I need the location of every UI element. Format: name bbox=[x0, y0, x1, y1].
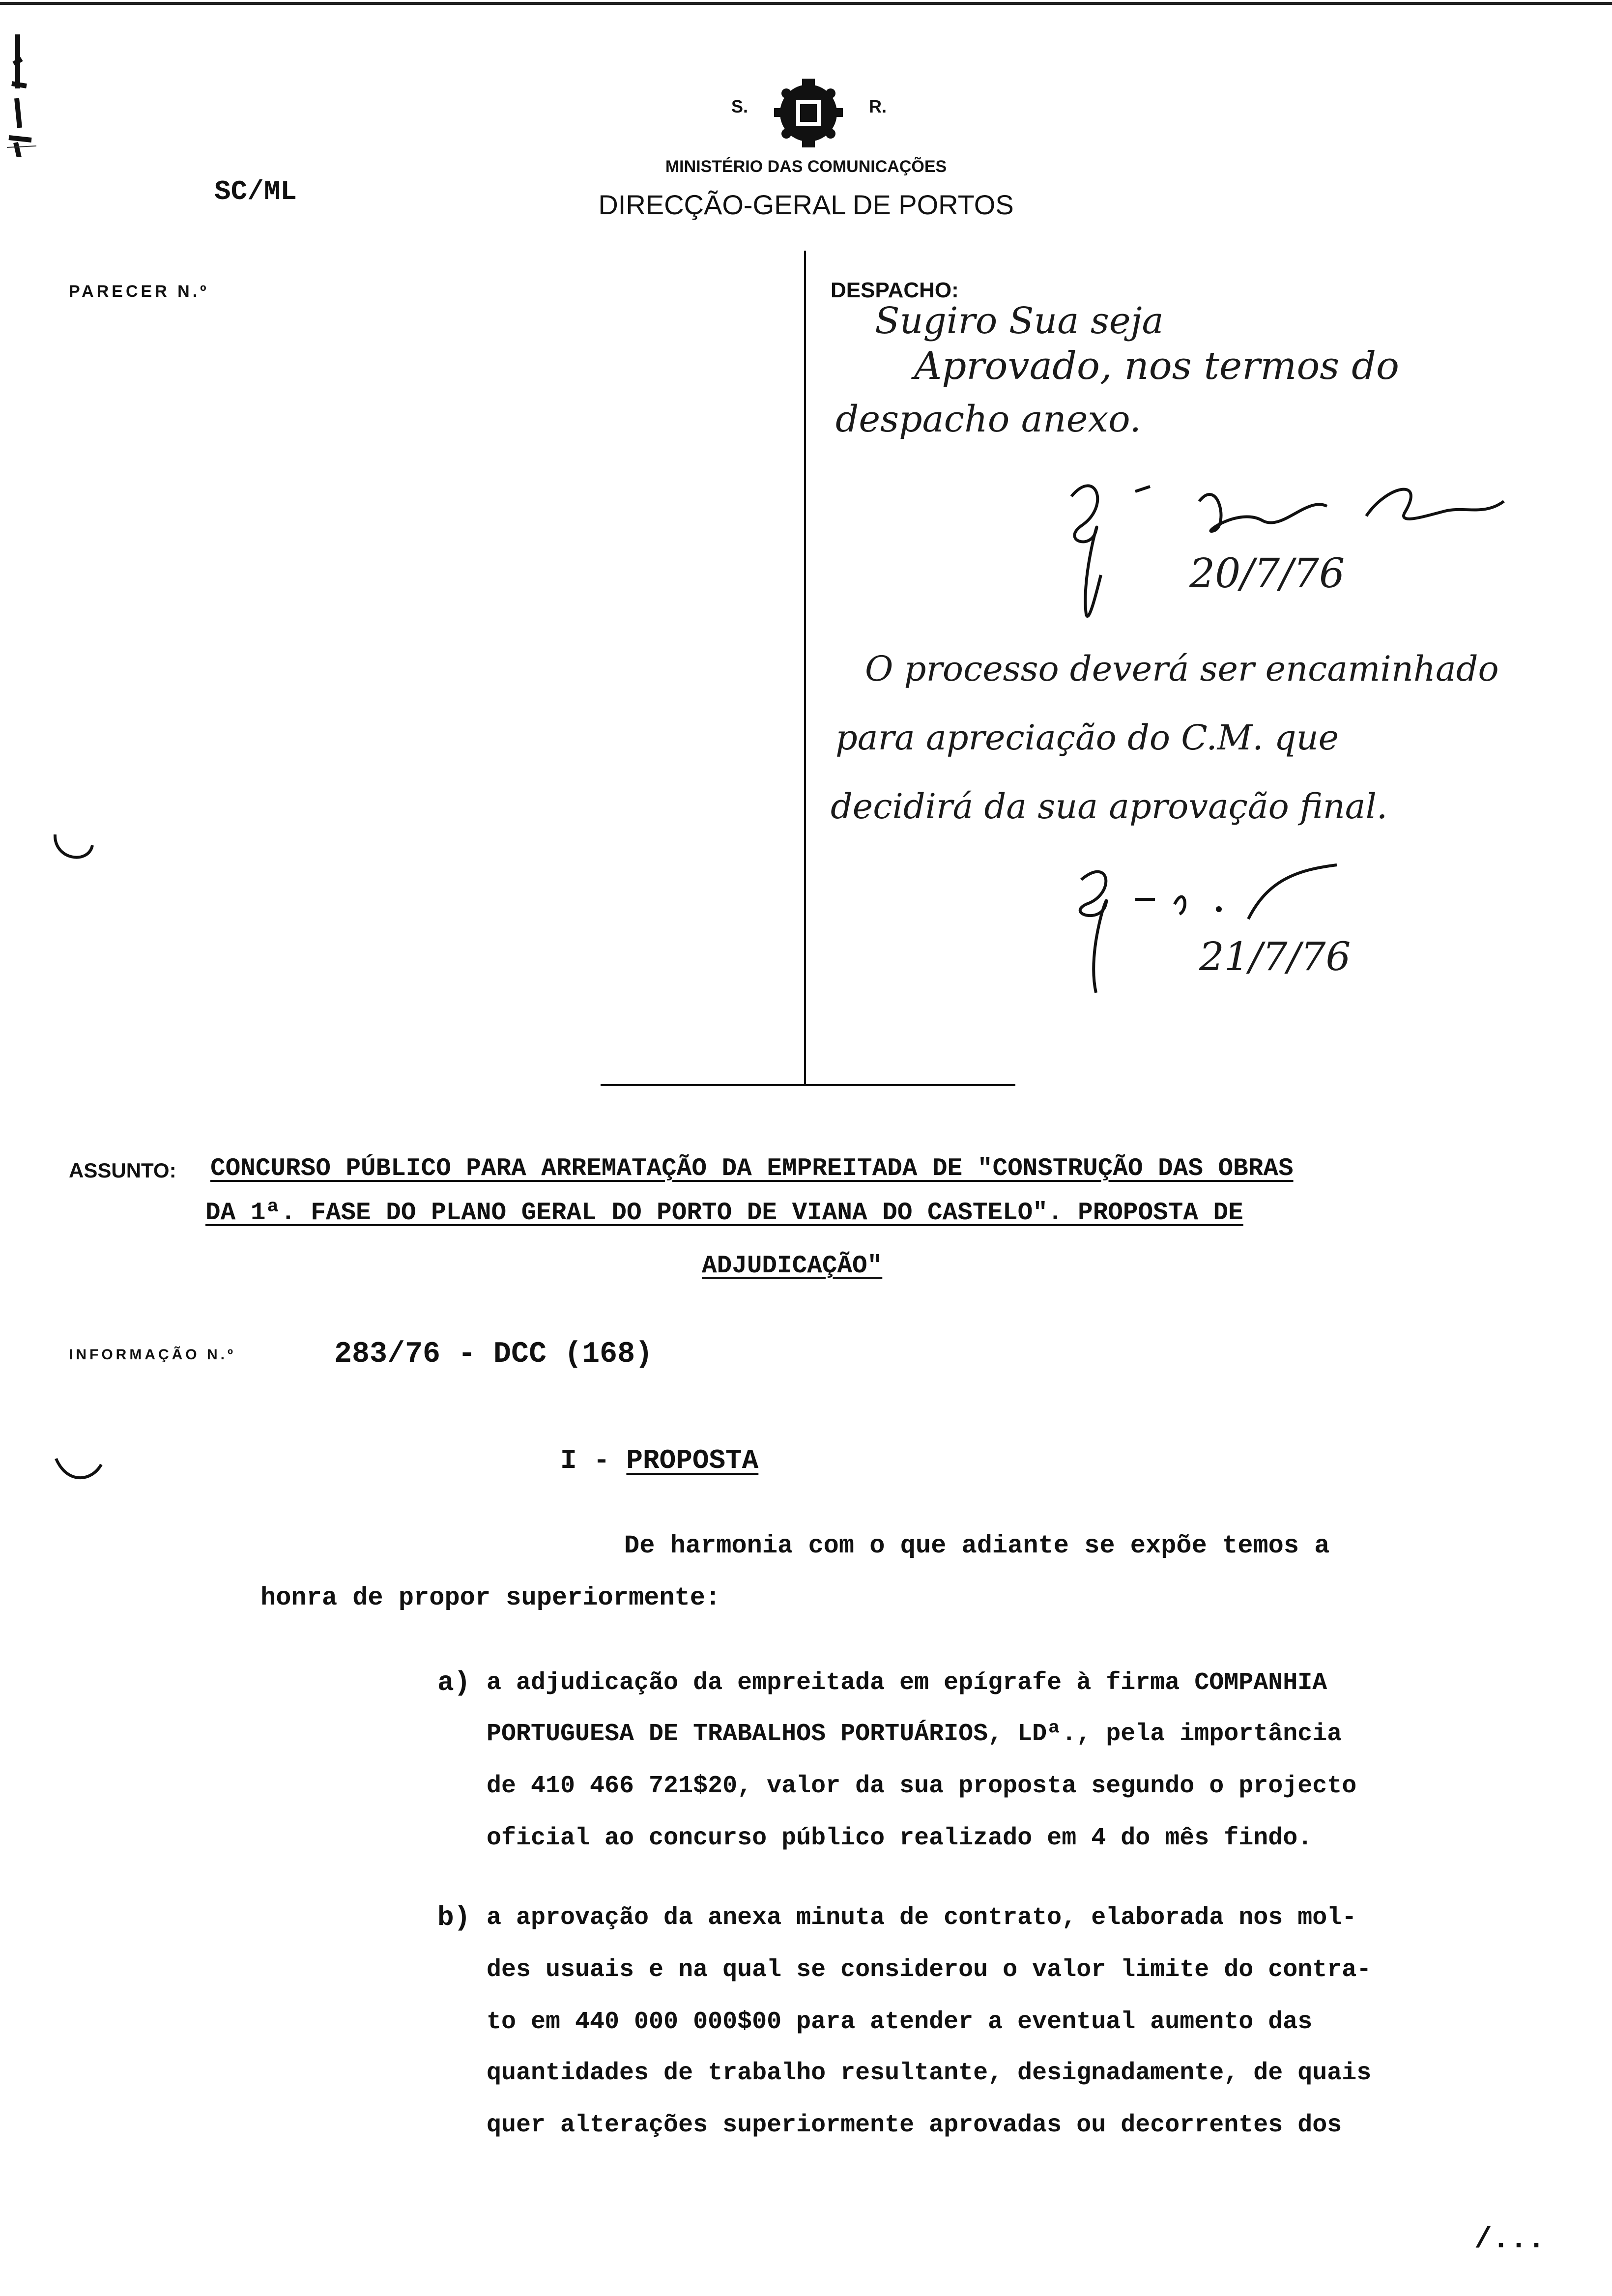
subject-line-1: CONCURSO PÚBLICO PARA ARREMATAÇÃO DA EMPREITADA DE "CONSTRUÇÃO DAS OBRAS bbox=[210, 1155, 1294, 1183]
informacao-number: 283/76 - DCC (168) bbox=[334, 1338, 653, 1371]
item-b-line-2: des usuais e na qual se considerou o valor limite do contra- bbox=[487, 1956, 1372, 1984]
punch-mark-2 bbox=[52, 1455, 106, 1484]
coat-of-arms-icon bbox=[767, 74, 850, 152]
item-b-line-3: to em 440 000 000$00 para atender a eventual aumento das bbox=[487, 2008, 1313, 2036]
top-border-line bbox=[0, 2, 1612, 5]
intro-line-2: honra de propor superiormente: bbox=[260, 1583, 721, 1612]
reference-code: SC/ML bbox=[214, 176, 297, 207]
item-a-line-4: oficial ao concurso público realizado em 4 do mês findo. bbox=[487, 1824, 1313, 1852]
despacho-note-line-3: despacho anexo. bbox=[835, 398, 1141, 440]
item-b-line-1: a aprovação da anexa minuta de contrato, elaborada nos mol- bbox=[487, 1904, 1357, 1932]
despacho-date-1: 20/7/76 bbox=[1189, 550, 1345, 597]
despacho-note2-line-2: para apreciação do C.M. que bbox=[835, 718, 1339, 758]
opinion-divider bbox=[804, 251, 806, 1086]
directorate-name: DIRECÇÃO-GERAL DE PORTOS bbox=[598, 189, 1014, 220]
subject-label: ASSUNTO: bbox=[69, 1159, 176, 1182]
despacho-note2-line-3: decidirá da sua aprovação final. bbox=[831, 786, 1388, 827]
item-a-marker: a) bbox=[437, 1667, 471, 1698]
item-b-line-4: quantidades de trabalho resultante, designadamente, de quais bbox=[487, 2059, 1372, 2087]
despacho-note2-line-1: O processo deverá ser encaminhado bbox=[865, 649, 1499, 689]
subject-line-2: DA 1ª. FASE DO PLANO GERAL DO PORTO DE VIANA DO CASTELO". PROPOSTA DE bbox=[205, 1199, 1243, 1227]
section-heading bbox=[560, 1445, 758, 1476]
ministry-name: MINISTÉRIO DAS COMUNICAÇÕES bbox=[665, 157, 947, 176]
parecer-label: PARECER N.º bbox=[69, 282, 209, 301]
opinion-bottom-rule bbox=[601, 1084, 1015, 1086]
continuation-mark: /... bbox=[1474, 2223, 1546, 2257]
signature-1 bbox=[1052, 467, 1533, 624]
item-a-line-1: a adjudicação da empreitada em epígrafe à firma COMPANHIA bbox=[487, 1669, 1327, 1697]
section-number: I - bbox=[560, 1445, 627, 1476]
item-a-line-3: de 410 466 721$20, valor da sua proposta segundo o projecto bbox=[487, 1772, 1357, 1800]
item-b-line-5: quer alterações superiormente aprovadas ou decorrentes dos bbox=[487, 2111, 1342, 2139]
punch-mark-1 bbox=[49, 831, 96, 865]
despacho-label: DESPACHO: bbox=[831, 278, 959, 302]
section-title: PROPOSTA bbox=[626, 1445, 759, 1476]
despacho-note-line-2: Aprovado, nos termos do bbox=[914, 344, 1399, 388]
sr-left: S. bbox=[731, 96, 748, 116]
informacao-label: INFORMAÇÃO N.º bbox=[69, 1347, 236, 1363]
binding-mark bbox=[7, 29, 36, 157]
despacho-date-2: 21/7/76 bbox=[1199, 934, 1351, 979]
item-a-line-2: PORTUGUESA DE TRABALHOS PORTUÁRIOS, LDª., pela importância bbox=[487, 1720, 1342, 1748]
subject-line-3: ADJUDICAÇÃO" bbox=[702, 1252, 883, 1280]
despacho-note-line-1: Sugiro Sua seja bbox=[875, 300, 1164, 342]
sr-right: R. bbox=[869, 96, 887, 116]
item-b-marker: b) bbox=[437, 1902, 471, 1933]
intro-line-1: De harmonia com o que adiante se expõe temos a bbox=[624, 1531, 1330, 1560]
